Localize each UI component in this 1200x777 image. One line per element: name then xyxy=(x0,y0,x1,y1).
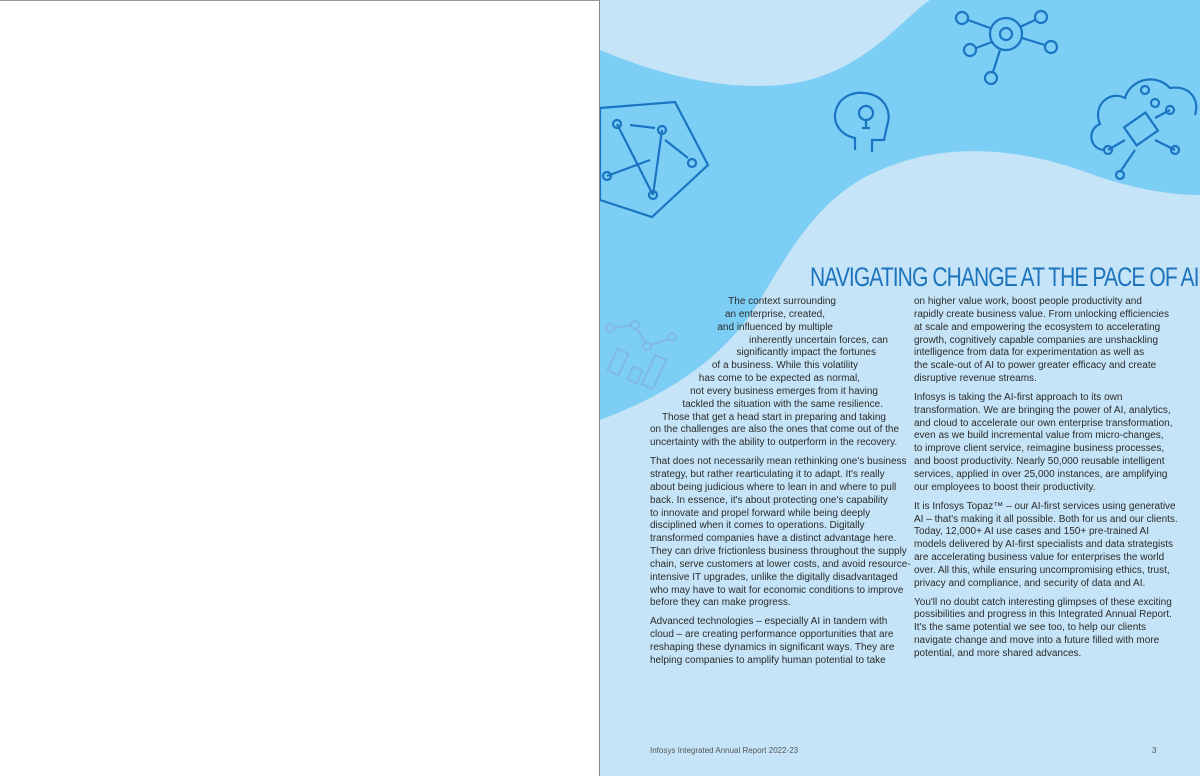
text-line: to improve client service, reimagine business processes, xyxy=(914,443,1165,455)
text-line: Today, 12,000+ AI use cases and 150+ pre-trained AI xyxy=(914,526,1149,538)
text-line: of a business. While this volatility xyxy=(711,360,858,372)
right-text-column xyxy=(914,296,1178,667)
paragraph xyxy=(914,391,1173,495)
text-line: are accelerating business value for enterprises the world xyxy=(914,552,1165,564)
text-line: intensive IT upgrades, unlike the digitally disadvantaged xyxy=(650,571,898,583)
text-line: who may have to wait for economic conditions to improve xyxy=(650,584,904,596)
text-line: Advanced technologies – especially AI in tandem with xyxy=(650,616,888,628)
text-line: rapidly create business value. From unlocking efficiencies xyxy=(914,308,1169,320)
text-line: at scale and empowering the ecosystem to accelerating xyxy=(914,321,1161,333)
intro-paragraph xyxy=(650,296,900,450)
text-line: significantly impact the fortunes xyxy=(736,347,876,359)
text-line: reshaping these dynamics in significant ways. They are xyxy=(650,641,895,653)
text-line: our employees to boost their productivity. xyxy=(914,481,1096,493)
text-line: possibilities and progress in this Integrated Annual Report. xyxy=(914,609,1172,621)
text-line: transformation. We are bringing the power of AI, analytics, xyxy=(914,404,1171,416)
text-line: navigate change and move into a future filled with more xyxy=(914,635,1160,647)
text-line: over. All this, while ensuring uncompromising ethics, trust, xyxy=(914,564,1170,576)
text-line: models delivered by AI-first specialists and data strategists xyxy=(914,539,1174,551)
text-line: and influenced by multiple xyxy=(717,321,833,333)
page-number: 3 xyxy=(1152,746,1157,755)
text-line: the scale-out of AI to power greater efficacy and create xyxy=(914,360,1157,372)
page-title: NAVIGATING CHANGE AT THE PACE OF AI xyxy=(810,262,1199,293)
text-line: to innovate and propel forward while being deeply xyxy=(650,507,871,519)
text-line: before they can make progress. xyxy=(650,597,791,609)
text-line: on the challenges are also the ones that come out of the xyxy=(650,424,900,436)
text-line: disruptive revenue streams. xyxy=(914,373,1037,385)
text-line: AI – that's making it all possible. Both for us and our clients. xyxy=(914,513,1178,525)
text-line: has come to be expected as normal, xyxy=(698,373,860,385)
text-line: on higher value work, boost people productivity and xyxy=(914,296,1142,307)
text-line: chain, serve customers at lower costs, and avoid resource- xyxy=(650,558,911,570)
report-page xyxy=(599,0,1200,776)
footer-report-name: Infosys Integrated Annual Report 2022-23 xyxy=(650,746,799,755)
text-line: That does not necessarily mean rethinking one's business xyxy=(650,456,907,468)
paragraph xyxy=(650,456,911,610)
text-line: and cloud to accelerate our own enterprise transformation, xyxy=(914,417,1173,429)
text-line: Those that get a head start in preparing and taking xyxy=(661,411,886,423)
text-line: Infosys is taking the AI-first approach to its own xyxy=(914,391,1123,403)
text-line: back. In essence, it's about protecting one's capability xyxy=(650,494,888,506)
text-line: about being judicious where to lean in and where to pull xyxy=(650,481,897,493)
text-line: even as we build incremental value from micro-changes, xyxy=(914,430,1164,442)
paragraph xyxy=(914,296,1169,386)
text-line: strategy, but rather rearticulating it to adapt. It's really xyxy=(650,468,885,480)
text-line: privacy and compliance, and security of data and AI. xyxy=(914,577,1146,589)
paragraph xyxy=(650,616,895,667)
text-line: inherently uncertain forces, can xyxy=(749,334,888,346)
text-line: not every business emerges from it having xyxy=(690,385,878,397)
text-line: uncertainty with the ability to outperform in the recovery. xyxy=(650,437,898,449)
text-line: disciplined when it comes to operations. Digitally xyxy=(650,520,865,532)
text-line: intelligence from data for experimentation as well as xyxy=(914,347,1145,359)
text-line: They can drive frictionless business throughout the supply xyxy=(650,546,907,558)
text-line: transformed companies have a distinct advantage here. xyxy=(650,533,897,545)
text-line: growth, cognitively capable companies are unshackling xyxy=(914,334,1159,346)
text-line: tackled the situation with the same resilience. xyxy=(682,398,883,410)
text-line: an enterprise, created, xyxy=(724,308,825,320)
text-line: services, applied in over 25,000 instances, are amplifying xyxy=(914,468,1168,480)
paragraph xyxy=(914,500,1178,591)
text-line: helping companies to amplify human potential to take xyxy=(650,654,886,666)
blank-left-page xyxy=(0,0,599,777)
text-line: and boost productivity. Nearly 50,000 reusable intelligent xyxy=(914,456,1165,468)
left-text-column xyxy=(650,296,911,674)
text-line: It's the same potential we see too, to help our clients xyxy=(914,622,1147,634)
paragraph xyxy=(914,596,1172,661)
text-line: potential, and more shared advances. xyxy=(914,647,1082,659)
text-line: cloud – are creating performance opportunities that are xyxy=(650,629,894,641)
text-line: It is Infosys Topaz™ – our AI-first services using generative xyxy=(914,500,1176,512)
text-line: The context surrounding xyxy=(728,296,836,307)
text-line: You'll no doubt catch interesting glimpses of these exciting xyxy=(914,596,1172,608)
